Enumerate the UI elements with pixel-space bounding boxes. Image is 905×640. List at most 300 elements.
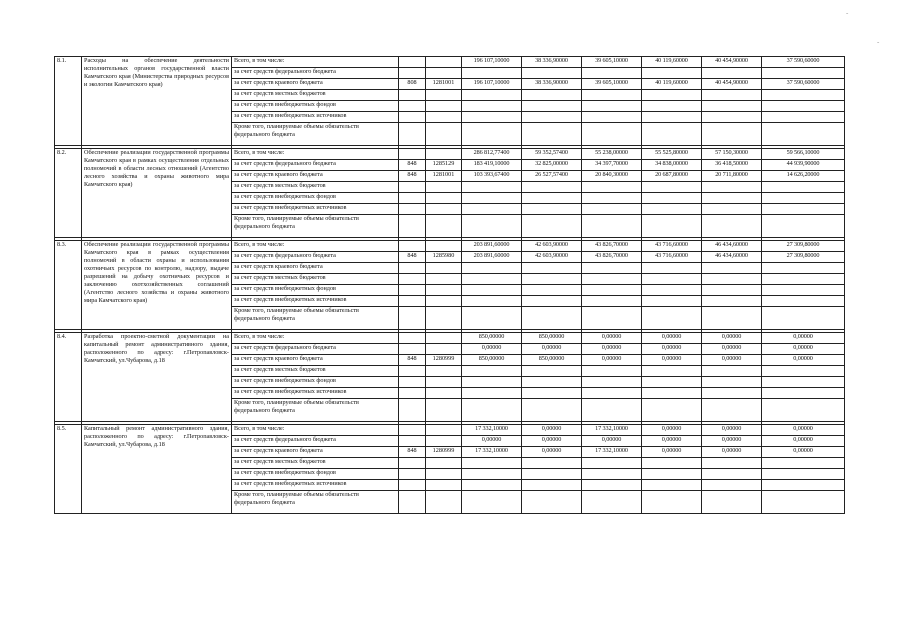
amount-cell: 0,00000 xyxy=(702,344,762,355)
measure-name: Разработка проектно-сметной документации на капитальный ремонт административного здания, расположенного по адресу: г.Петропавловск-Камчатский, ул.Чубарова, д.18 xyxy=(82,333,232,422)
amount-cell xyxy=(642,112,702,123)
amount-cell xyxy=(522,123,582,146)
amount-cell xyxy=(462,182,522,193)
amount-cell xyxy=(762,285,845,296)
scan-mark-right: - xyxy=(877,38,880,46)
amount-cell xyxy=(462,491,522,514)
funding-source-label: за счет средств краевого бюджета xyxy=(232,79,399,90)
budget-code xyxy=(426,388,462,399)
funding-source-label: Кроме того, планируемые объемы обязательств федерального бюджета xyxy=(232,215,399,238)
row-number: 8.1. xyxy=(55,57,82,146)
department-code xyxy=(399,425,426,436)
amount-cell: 0,00000 xyxy=(642,436,702,447)
amount-cell: 42 603,90000 xyxy=(522,252,582,263)
funding-source-label: за счет средств внебюджетных фондов xyxy=(232,469,399,480)
amount-cell xyxy=(462,101,522,112)
amount-cell: 0,00000 xyxy=(762,355,845,366)
amount-cell: 850,00000 xyxy=(462,355,522,366)
funding-source-label: за счет средств внебюджетных источников xyxy=(232,388,399,399)
amount-cell: 850,00000 xyxy=(522,355,582,366)
amount-cell xyxy=(582,388,642,399)
amount-cell: 43 826,70000 xyxy=(582,241,642,252)
amount-cell xyxy=(462,307,522,330)
funding-source-label: за счет средств краевого бюджета xyxy=(232,263,399,274)
amount-cell xyxy=(702,204,762,215)
amount-cell xyxy=(582,112,642,123)
funding-source-label: Всего, в том числе: xyxy=(232,57,399,68)
department-code xyxy=(399,241,426,252)
department-code xyxy=(399,491,426,514)
budget-code xyxy=(426,204,462,215)
amount-cell: 42 603,90000 xyxy=(522,241,582,252)
amount-cell: 0,00000 xyxy=(642,425,702,436)
amount-cell xyxy=(762,182,845,193)
budget-code xyxy=(426,436,462,447)
row-number: 8.5. xyxy=(55,425,82,514)
amount-cell xyxy=(582,458,642,469)
amount-cell xyxy=(642,388,702,399)
amount-cell: 46 434,60000 xyxy=(702,252,762,263)
funding-source-label: за счет средств местных бюджетов xyxy=(232,90,399,101)
funding-source-label: за счет средств краевого бюджета xyxy=(232,171,399,182)
amount-cell xyxy=(702,307,762,330)
budget-code xyxy=(426,377,462,388)
funding-source-label: за счет средств местных бюджетов xyxy=(232,458,399,469)
measure-name: Обеспечение реализации государственной программы Камчатского края в рамках осуществления полномочий в области охраны и использования охотничьих ресурсов по контролю, надзору, выдаче разрешений на добычу охотничьих ресурсов и заключению охотхозяйственных соглашений (Агентство лесного хозяйства и охраны животного мира Камчатского края) xyxy=(82,241,232,330)
amount-cell: 0,00000 xyxy=(702,436,762,447)
amount-cell xyxy=(702,480,762,491)
department-code xyxy=(399,57,426,68)
department-code xyxy=(399,274,426,285)
department-code: 848 xyxy=(399,160,426,171)
amount-cell xyxy=(642,263,702,274)
amount-cell xyxy=(642,491,702,514)
amount-cell xyxy=(702,215,762,238)
amount-cell: 0,00000 xyxy=(642,447,702,458)
department-code xyxy=(399,215,426,238)
amount-cell xyxy=(762,123,845,146)
department-code xyxy=(399,112,426,123)
budget-code xyxy=(426,193,462,204)
amount-cell xyxy=(522,388,582,399)
department-code xyxy=(399,436,426,447)
amount-cell: 39 605,10000 xyxy=(582,79,642,90)
amount-cell xyxy=(462,469,522,480)
amount-cell: 17 332,10000 xyxy=(582,447,642,458)
amount-cell: 203 891,60000 xyxy=(462,241,522,252)
amount-cell xyxy=(642,90,702,101)
amount-cell xyxy=(462,399,522,422)
budget-table xyxy=(54,56,845,514)
amount-cell xyxy=(762,480,845,491)
table-row xyxy=(55,57,845,68)
budget-code: 1281001 xyxy=(426,171,462,182)
amount-cell xyxy=(702,469,762,480)
budget-code: 1285980 xyxy=(426,252,462,263)
amount-cell xyxy=(462,458,522,469)
amount-cell xyxy=(522,68,582,79)
amount-cell xyxy=(582,296,642,307)
amount-cell xyxy=(642,123,702,146)
funding-source-label: Кроме того, планируемые объемы обязательств федерального бюджета xyxy=(232,491,399,514)
amount-cell: 40 119,60000 xyxy=(642,79,702,90)
amount-cell xyxy=(642,480,702,491)
funding-source-label: за счет средств внебюджетных источников xyxy=(232,480,399,491)
department-code xyxy=(399,182,426,193)
budget-code xyxy=(426,241,462,252)
amount-cell: 39 605,10000 xyxy=(582,57,642,68)
amount-cell: 43 826,70000 xyxy=(582,252,642,263)
measure-name: Обеспечение реализации государственной программы Камчатского края в рамках осуществления отдельных полномочий в области лесных отношений (Агентство лесного хозяйства и охраны животного мира Камчатского края) xyxy=(82,149,232,238)
budget-code xyxy=(426,458,462,469)
funding-source-label: за счет средств федерального бюджета xyxy=(232,160,399,171)
amount-cell: 0,00000 xyxy=(522,425,582,436)
amount-cell xyxy=(522,458,582,469)
budget-code xyxy=(426,307,462,330)
budget-code xyxy=(426,112,462,123)
amount-cell xyxy=(702,112,762,123)
amount-cell: 26 527,57400 xyxy=(522,171,582,182)
amount-cell: 0,00000 xyxy=(522,436,582,447)
amount-cell xyxy=(522,101,582,112)
amount-cell xyxy=(582,182,642,193)
budget-code xyxy=(426,149,462,160)
funding-source-label: Всего, в том числе: xyxy=(232,149,399,160)
amount-cell xyxy=(582,399,642,422)
amount-cell xyxy=(582,193,642,204)
table-row xyxy=(55,333,845,344)
amount-cell xyxy=(462,193,522,204)
amount-cell xyxy=(642,469,702,480)
department-code xyxy=(399,388,426,399)
department-code xyxy=(399,193,426,204)
amount-cell: 203 891,60000 xyxy=(462,252,522,263)
amount-cell: 103 393,67400 xyxy=(462,171,522,182)
amount-cell xyxy=(582,204,642,215)
budget-code xyxy=(426,296,462,307)
amount-cell xyxy=(762,193,845,204)
amount-cell: 57 150,30000 xyxy=(702,149,762,160)
amount-cell: 850,00000 xyxy=(462,333,522,344)
scan-mark-top: - xyxy=(846,9,849,17)
department-code: 808 xyxy=(399,79,426,90)
funding-source-label: за счет средств федерального бюджета xyxy=(232,68,399,79)
amount-cell: 27 309,80000 xyxy=(762,252,845,263)
amount-cell xyxy=(702,458,762,469)
amount-cell xyxy=(462,274,522,285)
amount-cell xyxy=(462,285,522,296)
department-code xyxy=(399,399,426,422)
amount-cell xyxy=(462,68,522,79)
amount-cell xyxy=(522,193,582,204)
funding-source-label: за счет средств внебюджетных фондов xyxy=(232,377,399,388)
amount-cell xyxy=(582,274,642,285)
budget-code xyxy=(426,285,462,296)
amount-cell: 36 418,50000 xyxy=(702,160,762,171)
amount-cell: 40 454,90000 xyxy=(702,79,762,90)
amount-cell xyxy=(582,263,642,274)
amount-cell: 44 939,90000 xyxy=(762,160,845,171)
amount-cell xyxy=(762,274,845,285)
funding-source-label: за счет средств внебюджетных фондов xyxy=(232,101,399,112)
amount-cell xyxy=(522,296,582,307)
department-code xyxy=(399,263,426,274)
amount-cell: 0,00000 xyxy=(462,344,522,355)
amount-cell xyxy=(642,285,702,296)
amount-cell xyxy=(582,215,642,238)
department-code xyxy=(399,204,426,215)
amount-cell xyxy=(642,204,702,215)
amount-cell: 0,00000 xyxy=(702,355,762,366)
amount-cell xyxy=(522,263,582,274)
amount-cell xyxy=(522,377,582,388)
amount-cell xyxy=(582,285,642,296)
amount-cell: 0,00000 xyxy=(762,447,845,458)
amount-cell: 14 626,20000 xyxy=(762,171,845,182)
amount-cell xyxy=(762,458,845,469)
amount-cell: 0,00000 xyxy=(582,355,642,366)
department-code: 848 xyxy=(399,252,426,263)
amount-cell: 0,00000 xyxy=(642,344,702,355)
amount-cell xyxy=(702,274,762,285)
amount-cell xyxy=(762,377,845,388)
budget-code: 1280999 xyxy=(426,355,462,366)
amount-cell: 38 336,90000 xyxy=(522,79,582,90)
amount-cell xyxy=(522,112,582,123)
amount-cell: 59 566,10000 xyxy=(762,149,845,160)
amount-cell: 43 716,60000 xyxy=(642,252,702,263)
budget-code xyxy=(426,263,462,274)
amount-cell: 17 332,10000 xyxy=(462,447,522,458)
amount-cell xyxy=(762,90,845,101)
funding-source-label: Кроме того, планируемые объемы обязательств федерального бюджета xyxy=(232,399,399,422)
amount-cell: 55 525,80000 xyxy=(642,149,702,160)
department-code xyxy=(399,458,426,469)
department-code xyxy=(399,366,426,377)
funding-source-label: за счет средств внебюджетных фондов xyxy=(232,193,399,204)
funding-source-label: Кроме того, планируемые объемы обязательств федерального бюджета xyxy=(232,123,399,146)
amount-cell xyxy=(462,123,522,146)
amount-cell xyxy=(702,366,762,377)
amount-cell: 0,00000 xyxy=(642,333,702,344)
amount-cell xyxy=(582,68,642,79)
budget-code xyxy=(426,491,462,514)
funding-source-label: за счет средств внебюджетных источников xyxy=(232,112,399,123)
funding-source-label: за счет средств краевого бюджета xyxy=(232,355,399,366)
amount-cell xyxy=(462,377,522,388)
amount-cell: 34 838,00000 xyxy=(642,160,702,171)
amount-cell xyxy=(702,388,762,399)
table-row xyxy=(55,149,845,160)
amount-cell xyxy=(522,182,582,193)
amount-cell xyxy=(462,90,522,101)
department-code: 848 xyxy=(399,355,426,366)
amount-cell: 0,00000 xyxy=(522,344,582,355)
amount-cell: 37 590,60000 xyxy=(762,57,845,68)
amount-cell: 38 336,90000 xyxy=(522,57,582,68)
amount-cell xyxy=(582,123,642,146)
budget-code xyxy=(426,57,462,68)
funding-source-label: за счет средств федерального бюджета xyxy=(232,252,399,263)
amount-cell: 196 107,10000 xyxy=(462,57,522,68)
department-code: 848 xyxy=(399,447,426,458)
amount-cell: 0,00000 xyxy=(762,344,845,355)
funding-source-label: Всего, в том числе: xyxy=(232,241,399,252)
amount-cell xyxy=(762,204,845,215)
amount-cell xyxy=(522,204,582,215)
amount-cell xyxy=(642,377,702,388)
amount-cell xyxy=(702,263,762,274)
amount-cell xyxy=(462,296,522,307)
budget-code xyxy=(426,366,462,377)
amount-cell: 34 397,70000 xyxy=(582,160,642,171)
department-code xyxy=(399,149,426,160)
amount-cell: 0,00000 xyxy=(702,333,762,344)
amount-cell xyxy=(582,90,642,101)
department-code xyxy=(399,333,426,344)
department-code xyxy=(399,285,426,296)
budget-code xyxy=(426,344,462,355)
amount-cell: 40 454,90000 xyxy=(702,57,762,68)
budget-code xyxy=(426,215,462,238)
budget-code xyxy=(426,182,462,193)
row-number: 8.2. xyxy=(55,149,82,238)
amount-cell: 32 825,00000 xyxy=(522,160,582,171)
amount-cell xyxy=(582,101,642,112)
funding-source-label: за счет средств федерального бюджета xyxy=(232,344,399,355)
row-number: 8.3. xyxy=(55,241,82,330)
amount-cell: 0,00000 xyxy=(522,447,582,458)
budget-code: 1285129 xyxy=(426,160,462,171)
funding-source-label: за счет средств местных бюджетов xyxy=(232,274,399,285)
amount-cell: 850,00000 xyxy=(522,333,582,344)
amount-cell: 37 590,60000 xyxy=(762,79,845,90)
amount-cell xyxy=(702,182,762,193)
department-code xyxy=(399,344,426,355)
budget-code: 1280999 xyxy=(426,447,462,458)
budget-code xyxy=(426,274,462,285)
amount-cell xyxy=(702,90,762,101)
budget-code xyxy=(426,333,462,344)
funding-source-label: за счет средств местных бюджетов xyxy=(232,366,399,377)
amount-cell xyxy=(642,458,702,469)
amount-cell xyxy=(702,377,762,388)
budget-code xyxy=(426,399,462,422)
amount-cell xyxy=(762,388,845,399)
table-row xyxy=(55,241,845,252)
table-body xyxy=(55,57,845,514)
amount-cell xyxy=(522,491,582,514)
amount-cell xyxy=(642,274,702,285)
amount-cell xyxy=(522,274,582,285)
funding-source-label: за счет средств внебюджетных фондов xyxy=(232,285,399,296)
amount-cell xyxy=(582,377,642,388)
amount-cell: 20 687,80000 xyxy=(642,171,702,182)
amount-cell xyxy=(702,193,762,204)
amount-cell xyxy=(762,101,845,112)
department-code xyxy=(399,480,426,491)
department-code xyxy=(399,123,426,146)
amount-cell xyxy=(702,285,762,296)
funding-source-label: Всего, в том числе: xyxy=(232,425,399,436)
amount-cell xyxy=(642,296,702,307)
amount-cell: 0,00000 xyxy=(762,436,845,447)
amount-cell xyxy=(462,112,522,123)
amount-cell: 46 434,60000 xyxy=(702,241,762,252)
amount-cell xyxy=(702,68,762,79)
amount-cell xyxy=(762,215,845,238)
amount-cell xyxy=(642,399,702,422)
amount-cell xyxy=(642,101,702,112)
amount-cell: 0,00000 xyxy=(582,436,642,447)
budget-code xyxy=(426,469,462,480)
amount-cell xyxy=(642,366,702,377)
amount-cell: 0,00000 xyxy=(582,344,642,355)
amount-cell xyxy=(582,491,642,514)
amount-cell xyxy=(522,480,582,491)
amount-cell xyxy=(762,366,845,377)
amount-cell xyxy=(642,68,702,79)
amount-cell xyxy=(642,307,702,330)
amount-cell xyxy=(642,182,702,193)
amount-cell: 0,00000 xyxy=(582,333,642,344)
budget-code xyxy=(426,90,462,101)
amount-cell: 0,00000 xyxy=(762,425,845,436)
budget-code: 1281001 xyxy=(426,79,462,90)
amount-cell xyxy=(462,388,522,399)
amount-cell xyxy=(642,193,702,204)
row-number: 8.4. xyxy=(55,333,82,422)
funding-source-label: Всего, в том числе: xyxy=(232,333,399,344)
amount-cell xyxy=(522,469,582,480)
amount-cell xyxy=(762,307,845,330)
funding-source-label: Кроме того, планируемые объемы обязательств федерального бюджета xyxy=(232,307,399,330)
amount-cell xyxy=(762,469,845,480)
amount-cell xyxy=(522,90,582,101)
amount-cell: 0,00000 xyxy=(702,447,762,458)
budget-code xyxy=(426,68,462,79)
amount-cell xyxy=(702,399,762,422)
department-code xyxy=(399,68,426,79)
amount-cell xyxy=(762,112,845,123)
table-row xyxy=(55,425,845,436)
amount-cell xyxy=(702,123,762,146)
department-code xyxy=(399,377,426,388)
amount-cell: 0,00000 xyxy=(702,425,762,436)
measure-name: Капитальный ремонт административного здания, расположенного по адресу: г.Петропавловск-Камчатский, ул.Чубарова, д.18 xyxy=(82,425,232,514)
funding-source-label: за счет средств внебюджетных источников xyxy=(232,296,399,307)
amount-cell xyxy=(582,469,642,480)
amount-cell xyxy=(702,491,762,514)
amount-cell xyxy=(522,285,582,296)
amount-cell: 59 352,57400 xyxy=(522,149,582,160)
budget-code xyxy=(426,425,462,436)
amount-cell xyxy=(462,215,522,238)
amount-cell: 17 332,10000 xyxy=(582,425,642,436)
department-code: 848 xyxy=(399,171,426,182)
amount-cell: 43 716,60000 xyxy=(642,241,702,252)
amount-cell: 286 812,77400 xyxy=(462,149,522,160)
budget-code xyxy=(426,123,462,146)
amount-cell xyxy=(642,215,702,238)
amount-cell xyxy=(462,366,522,377)
funding-source-label: за счет средств краевого бюджета xyxy=(232,447,399,458)
amount-cell xyxy=(702,101,762,112)
amount-cell xyxy=(462,480,522,491)
department-code xyxy=(399,296,426,307)
budget-code xyxy=(426,101,462,112)
amount-cell: 183 419,10000 xyxy=(462,160,522,171)
